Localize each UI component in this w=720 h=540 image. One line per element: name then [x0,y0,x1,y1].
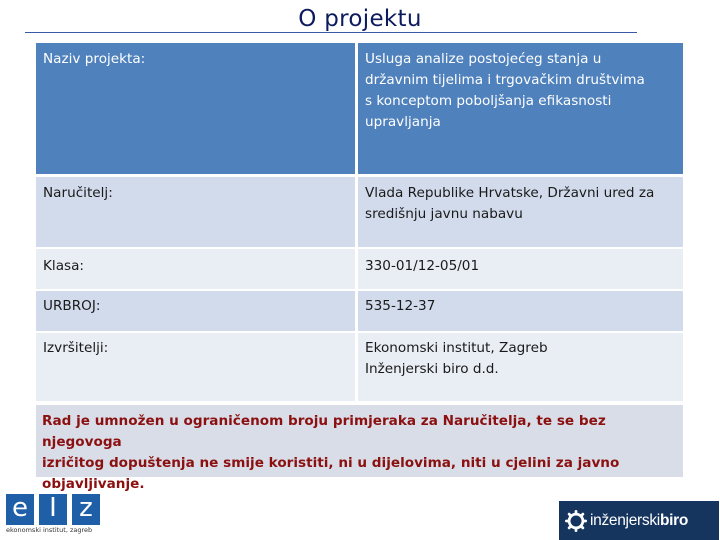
value-line: državnim tijelima i trgovačkim društvima [365,72,645,88]
inzenjerski-biro-logo [559,501,719,540]
value-line: Usluga analize postojećeg stanja u [365,51,602,67]
row-value [358,249,683,291]
table-row-project-name [36,43,683,177]
notice-line: Rad je umnožen u ograničenom broju primjeraka za Naručitelja, te se bez njegovoga [42,413,606,450]
eiz-logo-letter-z: z [72,494,100,525]
biro-logo-text-bold: biro [659,511,689,529]
row-value [358,291,683,333]
title-underline [25,32,637,33]
gear-icon [565,510,587,532]
table-row-contractors [36,333,683,403]
notice-line: izričitog dopuštenja ne smije koristiti, ni u dijelovima, niti u cjelini za javno [42,455,620,471]
eiz-logo-letter-e: e [6,494,34,525]
biro-logo-text [590,512,688,530]
row-label: Naziv projekta: [36,43,358,177]
row-label: Klasa: [36,249,358,291]
row-label: Naručitelj: [36,177,358,249]
project-info-table [36,43,683,403]
table-row-urbroj [36,291,683,333]
value-line: 330-01/12-05/01 [365,258,480,274]
copyright-notice [36,405,683,492]
row-value [358,43,683,177]
notice-line: objavljivanje. [42,476,145,492]
value-line: 535-12-37 [365,298,436,314]
row-label: Izvršitelji: [36,333,358,403]
row-value [358,333,683,403]
value-line: središnju javnu nabavu [365,206,523,222]
row-value [358,177,683,249]
value-line: Inženjerski biro d.d. [365,361,499,377]
row-label: URBROJ: [36,291,358,333]
table-row-class [36,249,683,291]
value-line: s konceptom poboljšanja efikasnosti [365,93,612,109]
page-title: O projektu [298,6,422,32]
eiz-logo [6,494,106,540]
eiz-logo-subtitle: ekonomski institut, zagreb [6,526,93,534]
table-row-client [36,177,683,249]
value-line: Ekonomski institut, Zagreb [365,340,548,356]
biro-logo-text-regular: inženjerski [590,511,660,529]
value-line: upravljanja [365,114,441,130]
eiz-logo-letter-i: I [39,494,67,525]
value-line: Vlada Republike Hrvatske, Državni ured za [365,185,655,201]
